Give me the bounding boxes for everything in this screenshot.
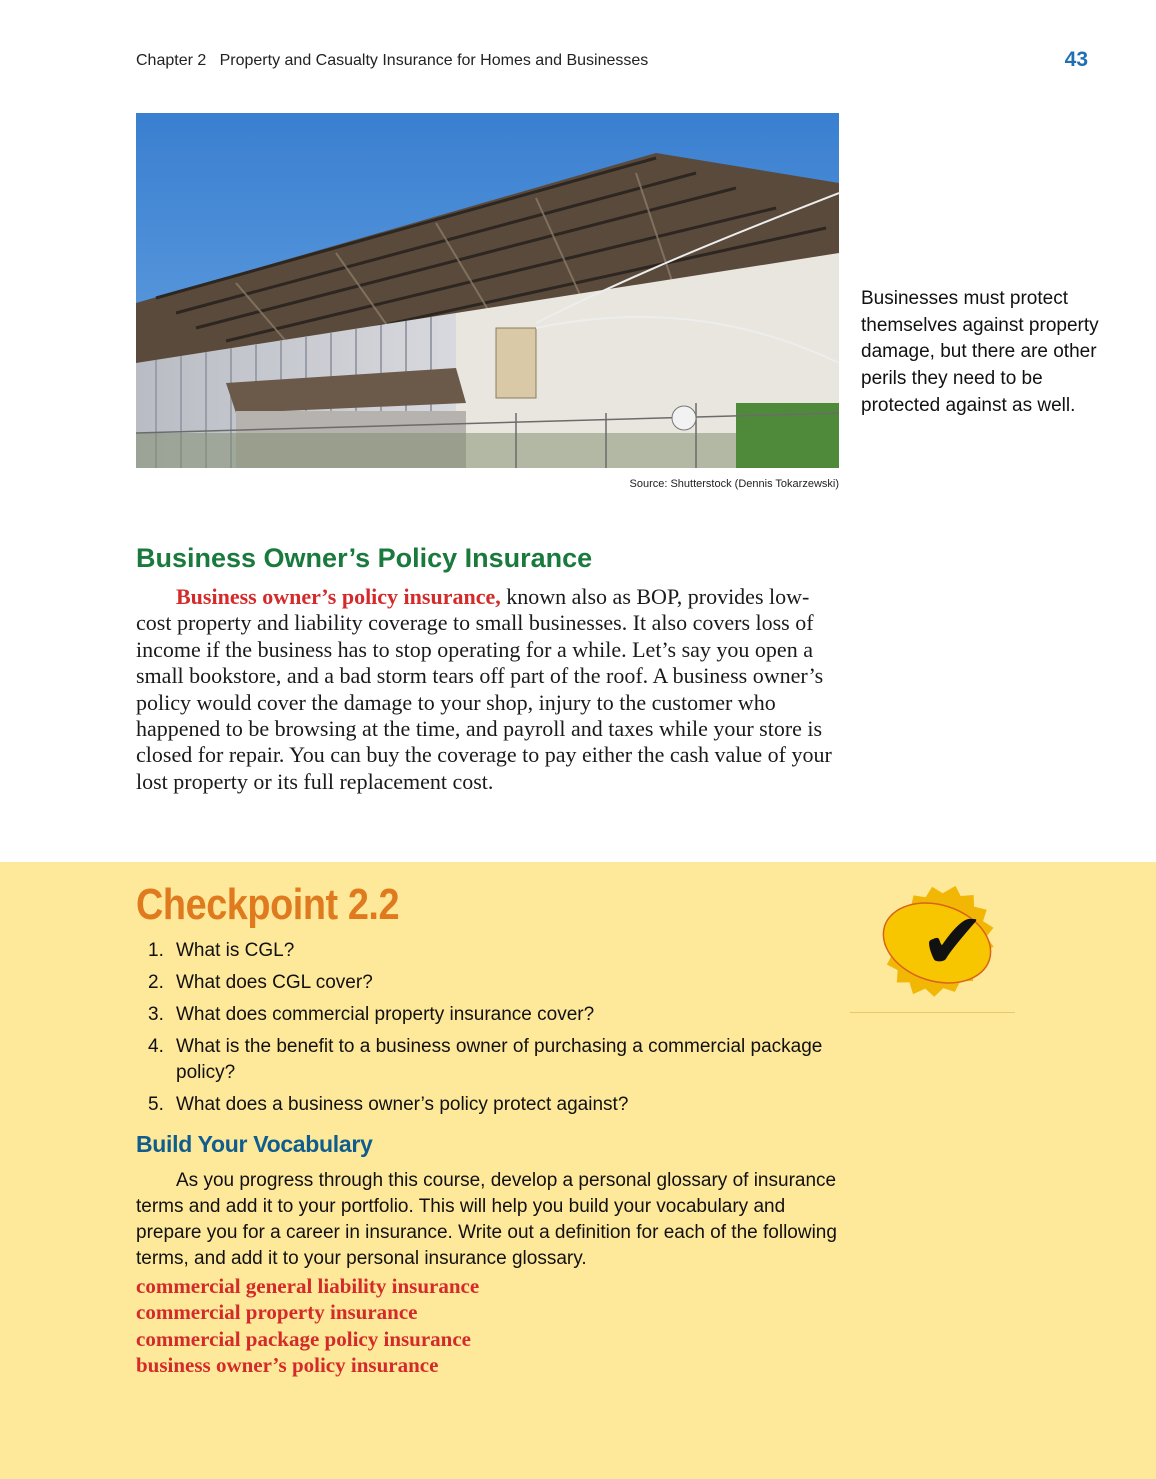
vocabulary-term: business owner’s policy insurance	[136, 1353, 439, 1378]
vocabulary-terms	[136, 1273, 479, 1379]
key-term: Business owner’s policy insurance,	[176, 584, 501, 609]
vocabulary-term: commercial property insurance	[136, 1300, 418, 1325]
running-head: Chapter 2 Property and Casualty Insurance for Homes and Businesses	[136, 52, 649, 69]
checkpoint-questions	[136, 938, 836, 1124]
vocabulary-term: commercial package policy insurance	[136, 1326, 471, 1351]
vocabulary-term: commercial general liability insurance	[136, 1274, 480, 1298]
checkpoint-title: Checkpoint 2.2	[136, 880, 400, 929]
vocabulary-heading: Build Your Vocabulary	[136, 1131, 373, 1157]
body-paragraph	[136, 584, 842, 795]
question-item: 4. What is the benefit to a business owner of purchasing a commercial package policy?	[148, 1036, 823, 1083]
question-item: 2. What does CGL cover?	[148, 972, 373, 993]
photo-credit: Source: Shutterstock (Dennis Tokarzewski)	[629, 478, 839, 490]
question-item: 1. What is CGL?	[148, 940, 295, 961]
page-number: 43	[1064, 48, 1088, 71]
figure-caption: Businesses must protect themselves against property damage, but there are other perils they need to be protected against as well.	[861, 288, 1099, 416]
vocabulary-intro: As you progress through this course, develop a personal glossary of insurance terms and add it to your portfolio. This will help you build your vocabulary and prepare you for a career in insurance. Write out a definition for each of the following terms, and add it to your personal insurance glossary.	[136, 1170, 837, 1269]
question-item: 3. What does commercial property insurance cover?	[148, 1004, 595, 1025]
checkmark-sunburst-icon	[862, 880, 1012, 1005]
badge-divider	[850, 1012, 1015, 1013]
storm-damage-photo	[136, 113, 839, 468]
question-item: 5. What does a business owner’s policy protect against?	[148, 1094, 629, 1115]
body-text: known also as BOP, provides low-cost property and liability coverage to small businesses. It also covers loss of income if the business has to stop operating for a while. Let’s say you open a small bookstore, and a bad storm tears off part of the roof. A business owner’s policy would cover the damage to your shop, injury to the customer who happened to be browsing at the time, and payroll and taxes while your store is closed for repair. You can buy the coverage to pay either the cash value of your lost property or its full replacement cost.	[136, 584, 832, 794]
svg-text:✔: ✔	[920, 897, 986, 987]
section-heading: Business Owner’s Policy Insurance	[136, 543, 593, 573]
